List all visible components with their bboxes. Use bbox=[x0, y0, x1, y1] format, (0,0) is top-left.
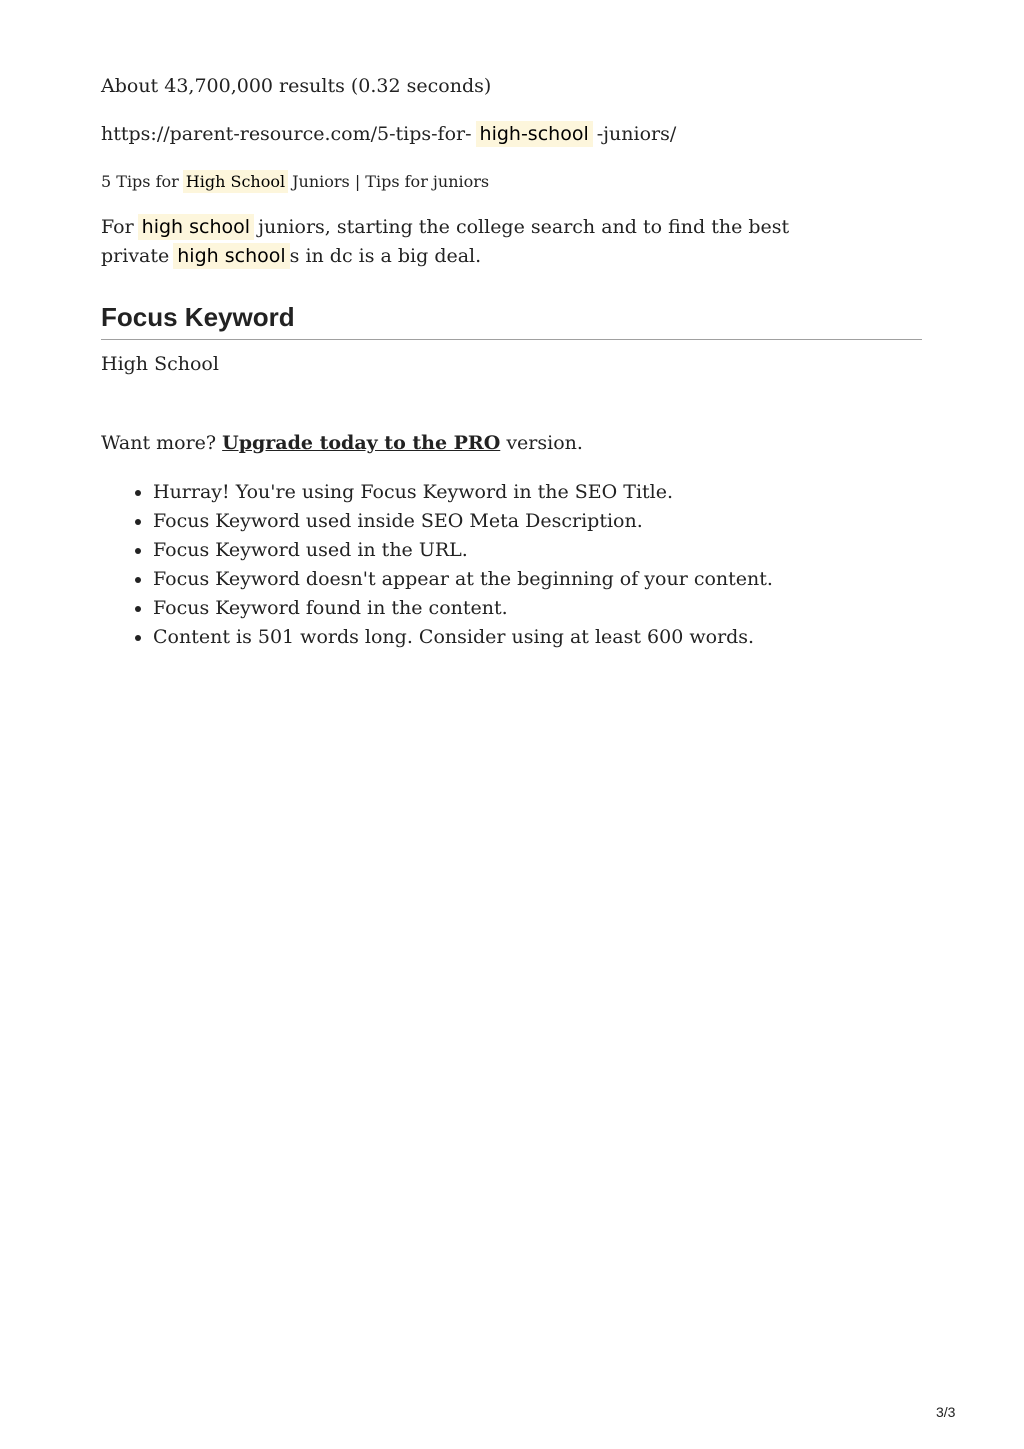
desc-keyword-highlight: high school bbox=[138, 214, 254, 240]
result-title bbox=[101, 170, 489, 194]
focus-keyword-heading: Focus Keyword bbox=[101, 302, 295, 332]
title-suffix: Juniors | Tips for juniors bbox=[292, 172, 490, 191]
desc-keyword-highlight: high school bbox=[173, 243, 289, 269]
checklist-item: • Focus Keyword used in the URL. bbox=[153, 536, 773, 565]
url-prefix: https://parent-resource.com/5-tips-for- bbox=[101, 123, 472, 145]
title-prefix: 5 Tips for bbox=[101, 172, 179, 191]
result-url bbox=[101, 120, 676, 148]
upgrade-line bbox=[101, 429, 583, 457]
result-description bbox=[101, 213, 901, 271]
upgrade-suffix: version. bbox=[506, 432, 583, 454]
checklist-item: • Focus Keyword used inside SEO Meta Description. bbox=[153, 507, 773, 536]
title-keyword-highlight: High School bbox=[183, 170, 288, 193]
desc-prefix: For bbox=[101, 216, 134, 238]
checklist-item: • Content is 501 words long. Consider using at least 600 words. bbox=[153, 623, 773, 652]
checklist-item: • Hurray! You're using Focus Keyword in the SEO Title. bbox=[153, 478, 773, 507]
page-number: 3/3 bbox=[936, 1404, 956, 1420]
upgrade-link[interactable]: Upgrade today to the PRO bbox=[222, 432, 501, 454]
checklist-item: • Focus Keyword found in the content. bbox=[153, 594, 773, 623]
desc-middle: juniors, starting the college search and to find the best private bbox=[101, 216, 790, 267]
section-divider bbox=[101, 339, 922, 340]
url-keyword-highlight: high-school bbox=[476, 121, 593, 147]
seo-checklist bbox=[101, 478, 773, 652]
focus-keyword-value: High School bbox=[101, 353, 219, 375]
upgrade-prefix: Want more? bbox=[101, 432, 217, 454]
checklist-item: • Focus Keyword doesn't appear at the beginning of your content. bbox=[153, 565, 773, 594]
desc-suffix: s in dc is a big deal. bbox=[289, 245, 482, 267]
results-count: About 43,700,000 results (0.32 seconds) bbox=[101, 75, 492, 97]
url-suffix: -juniors/ bbox=[596, 123, 677, 145]
